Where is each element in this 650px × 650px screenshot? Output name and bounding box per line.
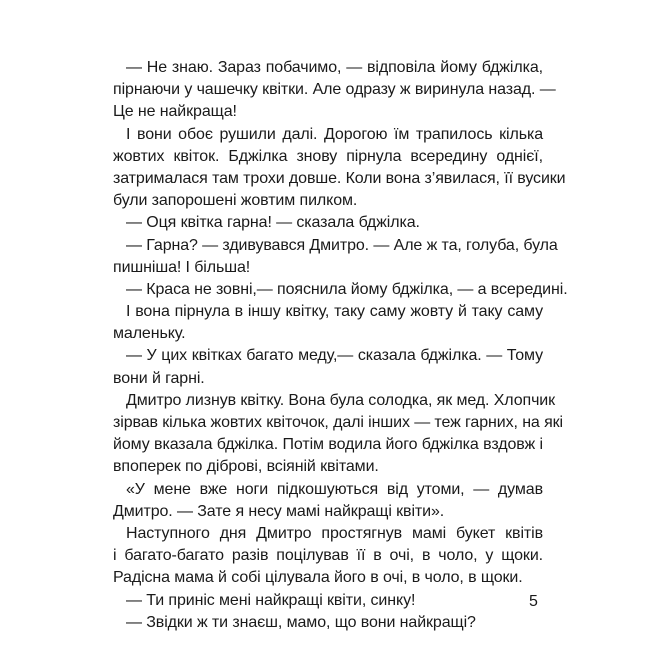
text-line: маленьку. [113,325,186,343]
text-line: вони й гарні. [113,369,205,387]
text-line: зірвав кілька жовтих квіточок, далі інших — теж гарних, на які [113,414,563,431]
text-line: були запорошені жовтим пилком. [113,192,358,210]
text-line: Дмитро лизнув квітку. Вона була солодка, як мед. Хлопчик [126,391,556,409]
text-line: — Гарна? — здивувався Дмитро. — Але ж та, голуба, була [126,236,558,254]
text-line: затрималася там трохи довше. Коли вона з’явилася, її вусики [113,169,566,187]
text-line: Це не найкраща! [113,103,237,121]
text-line: жовтих квіток. Бджілка знову пірнула всередину однієї, [113,147,543,165]
text-line: — Ти приніс мені найкращі квіти, синку! [126,591,416,609]
page-number: 5 [529,593,538,610]
text-line: — Краса не зовні,— пояснила йому бджілка, — а всередині. [126,280,568,298]
story-text [113,57,568,634]
text-line: — Не знаю. Зараз побачимо, — відповіла йому бджілка, [126,59,543,76]
text-line: і багато-багато разів поцілував її в очі, в чоло, у щоки. [113,547,543,565]
text-line: впоперек по діброві, всіяній квітами. [113,458,379,476]
text-line: Радісна мама й собі цілувала його в очі, в чоло, в щоки. [113,569,523,587]
text-line: — У цих квітках багато меду,— сказала бджілка. — Тому [126,347,543,365]
text-line: І вона пірнула в іншу квітку, таку саму жовту й таку саму [126,303,543,321]
text-line: Дмитро. — Зате я несу мамі найкращі квіти». [113,502,445,520]
text-line: «У мене вже ноги підкошуються від утоми, — думав [126,480,543,498]
text-line: — Звідки ж ти знаєш, мамо, що вони найкращі? [126,613,476,631]
text-line: — Оця квітка гарна! — сказала бджілка. [126,214,420,232]
text-line: І вони обоє рушили далі. Дорогою їм трапилось кілька [126,125,543,143]
text-line: пишніша! І більша! [113,258,251,276]
text-line: йому вказала бджілка. Потім водила його бджілка вздовж і [113,436,543,454]
text-line: Наступного дня Дмитро простягнув мамі букет квітів [126,524,543,542]
text-line: пірнаючи у чашечку квітки. Але одразу ж виринула назад. — [113,81,556,99]
